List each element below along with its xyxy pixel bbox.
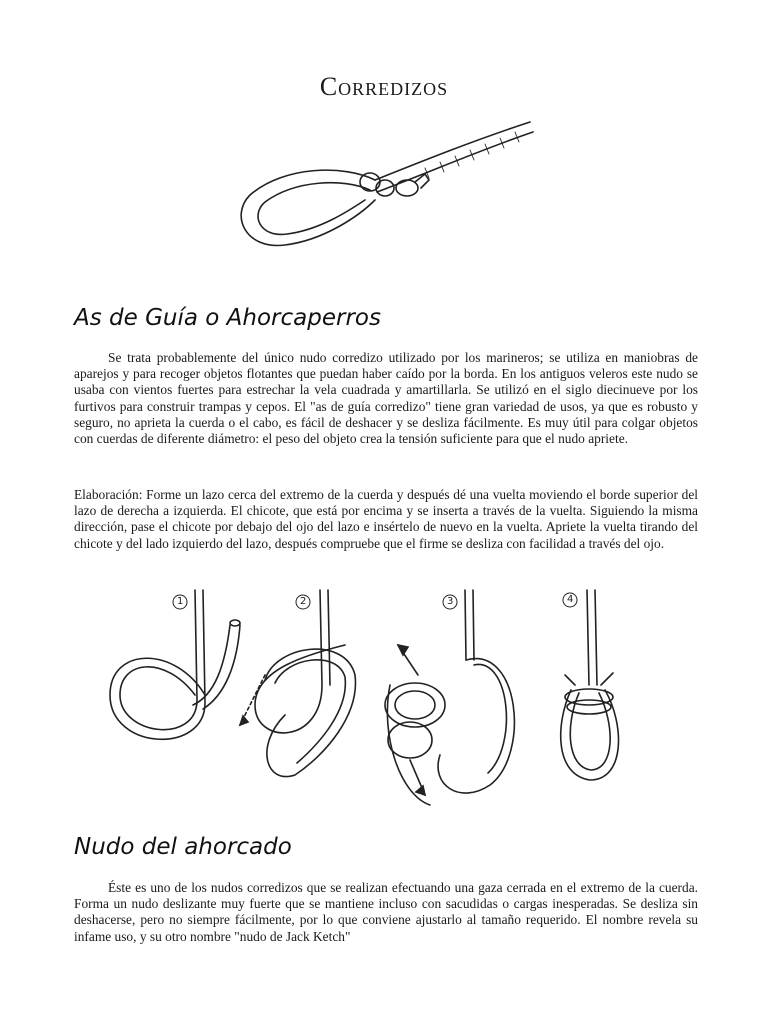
paragraph-description: Se trata probablemente del único nudo corredizo utilizado por los marineros; se utiliza en maniobras de aparejos y para recoger objetos flotantes que puedan haber caído por la borda. En los antiguos veleros este nudo se usaba con vientos fuertes para estrechar la vela cuadrada y amartillarla. Se utilizó en el siglo diecinueve por los furtivos para construir trampas y cepos. El "as de guía corredizo" tiene gran variedad de usos, ya que es robusto y seguro, no aprieta la cuerda o el cabo, es fácil de deshacer y se desliza fácilmente. Es muy útil para colgar objetos con cuerdas de diferente diámetro: el peso del objeto crea la tensión suficiente para que el nudo apriete. [74,350,698,447]
steps-illustration [105,585,645,825]
step-1-diagram [110,590,240,739]
step-label-4: 4 [567,594,574,605]
page-title: Corredizos [319,72,449,101]
step-label-2: 2 [300,596,307,607]
paragraph-elaboration: Elaboración: Forme un lazo cerca del extremo de la cuerda y después dé una vuelta moviendo el borde superior del lazo de derecha a izquierda. El chicote, que está por encima y se inserta a través de la vuelta. Siguiendo la misma dirección, pase el chicote por debajo del ojo del lazo e insértelo de nuevo en la vuelta. Apriete la vuelta tirando del chicote y del lado izquierdo del lazo, después compruebe que el firme se desliza con facilidad a través del ojo. [74,487,698,551]
step-label-3: 3 [447,596,454,607]
section-heading-as-de-guia: As de Guía o Ahorcaperros [74,305,381,331]
step-4-diagram [561,590,619,780]
step-label-1: 1 [177,596,184,607]
top-knot-illustration [225,110,545,260]
section-heading-nudo-ahorcado: Nudo del ahorcado [74,834,292,860]
paragraph-ahorcado: Éste es uno de los nudos corredizos que se realizan efectuando una gaza cerrada en el extremo de la cuerda. Forma un nudo deslizante muy fuerte que se mantiene incluso con sacudidas o cargas inesperadas. Se desliza sin deshacerse, pero no siempre fácilmente, por lo que conviene ajustarlo al tamaño requerido. El nombre revela su infame uso, y su otro nombre "nudo de Jack Ketch" [74,880,698,944]
step-2-diagram [240,590,355,777]
step-3-diagram [385,590,514,805]
